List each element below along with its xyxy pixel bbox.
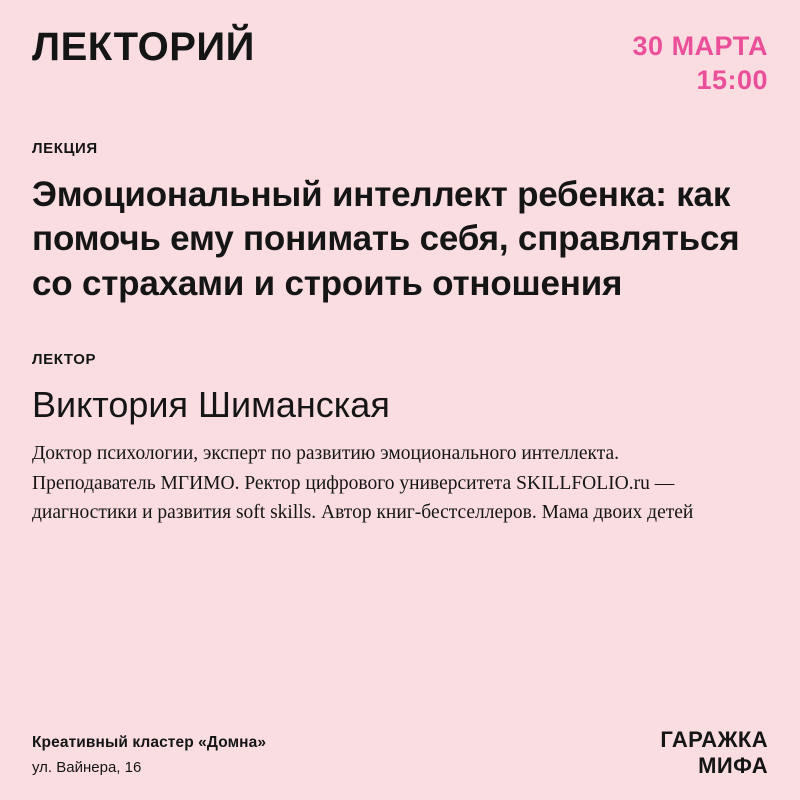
lecturer-block: [32, 351, 768, 527]
lecturer-bio: Доктор психологии, эксперт по развитию эмоционального интеллекта. Преподаватель МГИМО. Ректор цифрового университета SKILLFOLIO.ru — диагностики и развития soft skills. Автор книг-бестселлеров. Мама двоих детей: [32, 443, 694, 523]
event-time: 15:00: [696, 64, 768, 95]
brand-title: ЛЕКТОРИЙ: [32, 25, 255, 69]
lecture-kicker: ЛЕКЦИЯ: [32, 139, 98, 157]
venue-address: ул. Вайнера, 16: [32, 759, 142, 776]
lecture-block: [32, 140, 768, 307]
venue-info: [32, 733, 266, 778]
event-date: 30 МАРТА: [632, 31, 768, 61]
event-datetime: [633, 26, 768, 98]
lecturer-name: Виктория Шиманская: [32, 383, 390, 425]
lecture-title: Эмоциональный интеллект ребенка: как помочь ему понимать себя, справляться со страхами и строить отношения: [32, 174, 740, 304]
lecturer-kicker: ЛЕКТОР: [32, 350, 97, 368]
organizer-logo-line2: МИФА: [698, 752, 768, 778]
venue-name: Креативный кластер «Домна»: [32, 734, 267, 752]
poster-header: [32, 26, 768, 98]
poster-footer: [32, 727, 768, 778]
organizer-logo: [660, 727, 768, 778]
organizer-logo-line1: ГАРАЖКА: [660, 727, 768, 753]
